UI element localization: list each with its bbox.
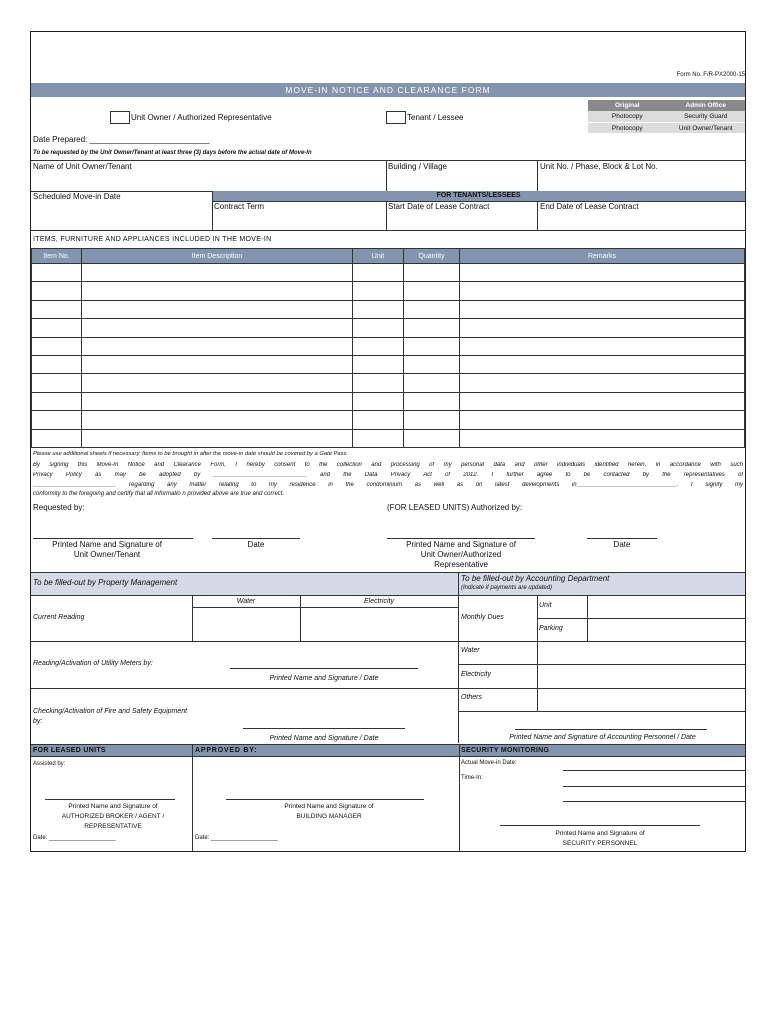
cell[interactable] (32, 374, 82, 392)
cell[interactable] (82, 355, 353, 373)
copy-recipient: Admin Office (685, 102, 726, 109)
cell[interactable] (404, 282, 460, 300)
bottom-header-bar (31, 745, 745, 756)
meter-reader-signature-caption: Printed Name and Signature / Date (269, 675, 379, 682)
cell[interactable] (353, 264, 404, 282)
col-quantity: Quantity (404, 249, 460, 264)
table-row (32, 411, 745, 429)
cell[interactable] (404, 319, 460, 337)
consent-line-3: _________________________ regarding any matter relating to my residence in the condominium as well as on latest developments in______________________________. I signify my (33, 482, 743, 488)
unit-no-label: Unit No. / Phase, Block & Lot No. (540, 162, 658, 171)
broker-date-field[interactable]: Date: ____________________ (33, 835, 116, 841)
caption-line: Printed Name and Signature of (406, 540, 516, 549)
caption-line: Printed Name and Signature of (52, 540, 162, 549)
start-lease-label: Start Date of Lease Contract (388, 202, 490, 211)
cell[interactable] (460, 411, 745, 429)
cell[interactable] (460, 282, 745, 300)
owner-label: Unit Owner / Authorized Representative (131, 113, 272, 122)
actual-move-in-date-label: Actual Move-in Date: (461, 760, 517, 766)
copy-type: Photocopy (611, 113, 643, 120)
cell[interactable] (32, 337, 82, 355)
items-section-title: ITEMS, FURNITURE AND APPLIANCES INCLUDED IN THE MOVE-IN (33, 236, 272, 243)
cell[interactable] (82, 264, 353, 282)
cell[interactable] (404, 264, 460, 282)
table-row (32, 282, 745, 300)
consent-line-1: By signing this Move-In Notice and Clearance Form, I hereby consent to the collection and processing of my personal data and other individuals identified herein, in accordance with such (33, 462, 743, 468)
broker-signature-caption (33, 802, 193, 832)
building-label: Building / Village (388, 162, 448, 171)
for-tenants-header: FOR TENANTS/LESSEES (212, 191, 745, 201)
copy-type: Photocopy (611, 124, 643, 132)
cell[interactable] (82, 392, 353, 410)
items-table (31, 248, 745, 448)
copy-row (588, 100, 745, 111)
cell[interactable] (82, 319, 353, 337)
name-label: Name of Unit Owner/Tenant (33, 162, 132, 171)
cell[interactable] (353, 411, 404, 429)
cell[interactable] (82, 337, 353, 355)
cell[interactable] (353, 337, 404, 355)
caption-line: Representative (434, 560, 488, 569)
cell[interactable] (82, 282, 353, 300)
manager-signature-caption (230, 802, 428, 822)
caption-line: Unit Owner/Tenant (73, 550, 141, 559)
cell[interactable] (404, 411, 460, 429)
for-leased-units-header: FOR LEASED UNITS (33, 747, 106, 754)
form-title: MOVE-IN NOTICE AND CLEARANCE FORM (31, 83, 745, 97)
table-row (32, 337, 745, 355)
owner-signature-caption (33, 540, 181, 560)
copy-row (588, 122, 745, 133)
cell[interactable] (32, 282, 82, 300)
table-row (32, 374, 745, 392)
monthly-dues-label: Monthly Dues (461, 614, 504, 621)
table-row (32, 392, 745, 410)
table-row (32, 355, 745, 373)
cell[interactable] (82, 300, 353, 318)
copy-distribution-table (588, 100, 745, 133)
fire-safety-check-label: Checking/Activation of Fire and Safety Equipment by: (33, 708, 188, 725)
owner-checkbox[interactable] (110, 111, 130, 124)
cell[interactable] (32, 355, 82, 373)
caption-line: AUTHORIZED BROKER / AGENT / (61, 813, 165, 820)
cell[interactable] (32, 392, 82, 410)
accounting-subheader: (Indicate if payments are updated) (461, 585, 553, 591)
tenant-label: Tenant / Lessee (407, 113, 464, 122)
cell[interactable] (353, 392, 404, 410)
copy-type: Original (614, 102, 640, 109)
reading-activation-label: Reading/Activation of Utility Meters by: (33, 660, 153, 667)
cell[interactable] (32, 411, 82, 429)
caption-line: Printed Name and Signature of (284, 803, 374, 810)
cell[interactable] (353, 319, 404, 337)
security-monitoring-header: SECURITY MONITORING (461, 747, 550, 754)
scheduled-date-label: Scheduled Move-in Date (33, 192, 121, 201)
electricity-column-label: Electricity (364, 598, 394, 605)
representative-date-caption: Date (613, 540, 631, 549)
cell[interactable] (460, 264, 745, 282)
cell[interactable] (404, 392, 460, 410)
cell[interactable] (460, 374, 745, 392)
contract-term-label: Contract Term (214, 202, 265, 211)
cell[interactable] (32, 319, 82, 337)
cell[interactable] (32, 264, 82, 282)
cell[interactable] (404, 429, 460, 447)
time-in-label: Time-In: (461, 775, 483, 781)
copy-recipient: Unit Owner/Tenant (678, 124, 733, 132)
caption-line: Printed Name and Signature of (68, 803, 158, 810)
caption-line: SECURITY PERSONNEL (562, 840, 638, 847)
property-management-header: To be filled-out by Property Management (33, 578, 178, 587)
current-reading-label: Current Reading (33, 614, 85, 621)
request-note: To be requested by the Unit Owner/Tenant at least three (3) days before the actual date of Move-In (33, 150, 312, 156)
caption-line: Unit Owner/Authorized (420, 550, 502, 559)
table-row (32, 300, 745, 318)
representative-signature-caption (387, 540, 535, 570)
col-remarks: Remarks (460, 249, 745, 264)
table-row (32, 264, 745, 282)
water-column-label: Water (236, 598, 256, 605)
col-item-no: Item No. (32, 249, 82, 264)
cell[interactable] (460, 300, 745, 318)
cell[interactable] (460, 319, 745, 337)
requested-by-label: Requested by: (33, 503, 85, 512)
cell[interactable] (404, 374, 460, 392)
fire-safety-signature-caption: Printed Name and Signature / Date (269, 735, 379, 742)
cell[interactable] (82, 429, 353, 447)
date-prepared-field[interactable]: Date Prepared: ___________________________ (33, 135, 210, 144)
dues-unit-label: Unit (539, 602, 552, 609)
consent-line-2: Privacy Policy as may be adopted by ____________________________ and the Data Privacy Act of 2012. I further agree to be contacted by the representatives of (33, 472, 743, 478)
col-unit: Unit (353, 249, 404, 264)
security-signature-caption (500, 829, 700, 849)
cell[interactable] (32, 300, 82, 318)
accounting-water-label: Water (461, 647, 480, 654)
end-lease-label: End Date of Lease Contract (540, 202, 639, 211)
cell[interactable] (82, 411, 353, 429)
cell[interactable] (460, 392, 745, 410)
assisted-by-label: Assisted by: (33, 761, 66, 767)
copy-recipient: Security Guard (684, 113, 728, 120)
cell[interactable] (353, 374, 404, 392)
cell[interactable] (460, 429, 745, 447)
accounting-signature-caption: Printed Name and Signature of Accounting Personnel / Date (509, 734, 696, 741)
col-item-description: Item Description (82, 249, 353, 264)
cell[interactable] (460, 337, 745, 355)
authorized-by-label: (FOR LEASED UNITS) Authorized by: (387, 503, 523, 512)
cell[interactable] (82, 374, 353, 392)
table-row (32, 429, 745, 447)
cell[interactable] (353, 429, 404, 447)
cell[interactable] (404, 300, 460, 318)
additional-sheets-note: Please use additional sheets if necessary. Items to be brought in after the move-in date should be covered by a Gate Pass. (33, 451, 349, 457)
cell[interactable] (353, 355, 404, 373)
accounting-header: To be filled-out by Accounting Department (461, 574, 610, 583)
cell[interactable] (353, 300, 404, 318)
consent-line-4: conformity to the foregoing and certify that all informatio n provided above are true and correct. (33, 491, 285, 497)
cell[interactable] (32, 429, 82, 447)
caption-line: REPRESENTATIVE (84, 823, 142, 830)
accounting-others-label: Others (461, 694, 483, 701)
dues-parking-label: Parking (539, 625, 563, 632)
manager-date-field[interactable]: Date: ____________________ (195, 835, 278, 841)
tenant-checkbox[interactable] (386, 111, 406, 124)
table-row (32, 319, 745, 337)
cell[interactable] (404, 355, 460, 373)
form-number: Form No. F/R-PX2000-15 (676, 72, 745, 78)
caption-line: BUILDING MANAGER (296, 813, 362, 820)
cell[interactable] (353, 282, 404, 300)
owner-date-caption: Date (247, 540, 265, 549)
copy-row (588, 111, 745, 122)
cell[interactable] (404, 337, 460, 355)
approved-by-header: APPROVED BY: (195, 747, 258, 754)
caption-line: Printed Name and Signature of (555, 830, 645, 837)
cell[interactable] (460, 355, 745, 373)
accounting-electricity-label: Electricity (461, 671, 491, 678)
